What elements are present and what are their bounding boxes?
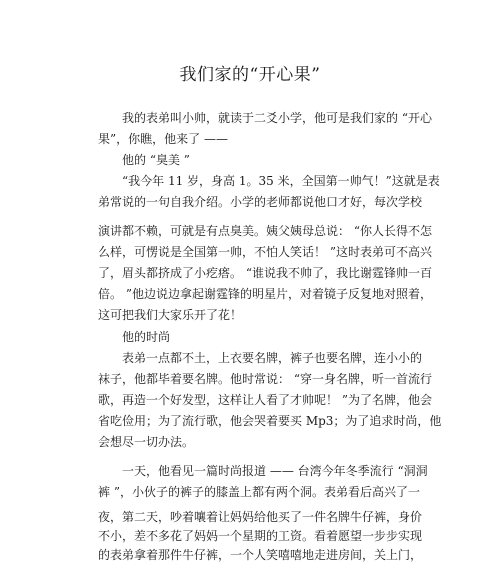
text-line: 果”，你瞧，他来了 ——: [98, 132, 228, 146]
text-line: 了，眉头都挤成了小疙瘩。 “谁说我不帅了，我比谢霆锋帅一百: [98, 266, 432, 280]
text-line: 弟常说的一句自我介绍。小学的老师都说他口才好，每次学校: [98, 195, 423, 209]
text-line: 演讲都不赖，可就是有点臭美。姨父姨母总说： “你人长得不怎: [98, 224, 432, 238]
text-line: 么样，可愣说是全国第一帅，不怕人笑话！ ”这时表弟可不高兴: [98, 245, 432, 259]
text-line: 我的表弟叫小帅，就读于二爻小学，他可是我们家的 “开心: [122, 111, 432, 125]
text-line: 夜，第二天，吵着嚷着让妈妈给他买了一件名牌牛仔裤，身价: [98, 510, 423, 524]
text-line: 一天，他看见一篇时尚报道 —— 台湾今年冬季流行 “洞洞: [122, 464, 428, 478]
text-line: 歌，再造一个好发型，这样让人看了才帅呢！ ”为了名牌，他会: [98, 393, 432, 407]
section-heading: 他的时尚: [122, 330, 171, 344]
text-line: 袜子，他都毕着要名牌。他时常说： “穿一身名牌，听一首流行: [98, 372, 432, 386]
text-line: 省吃俭用；为了流行歌，他会哭着要买 Mp3；为了追求时尚，他: [98, 414, 442, 428]
text-line: 的表弟拿着那件牛仔裤，一个人笑嘻嘻地走进房间，关上门，: [98, 548, 423, 562]
text-line: 这可把我们大家乐开了花！: [98, 308, 243, 322]
text-line: 裤 ”，小伙子的裤子的膝盖上都有两个洞。表弟看后高兴了一: [98, 485, 420, 499]
section-heading: 他的 “臭美 ”: [122, 153, 190, 167]
text-line: 表弟一点都不土，上衣要名牌，裤子也要名牌，连小小的: [122, 351, 423, 365]
text-line: 倍。 ”他边说边拿起谢霆锋的明星片，对着镜子反复地对照着，: [98, 287, 432, 301]
text-line: “我今年 11 岁，身高 1。35 米，全国第一帅气！”这就是表: [122, 174, 440, 188]
text-line: 会想尽一切办法。: [98, 435, 195, 449]
document-title: 我们家的“开心果”: [179, 65, 321, 85]
text-line: 不小，差不多花了妈妈一个星期的工资。看着愿望一步步实现: [98, 529, 423, 543]
